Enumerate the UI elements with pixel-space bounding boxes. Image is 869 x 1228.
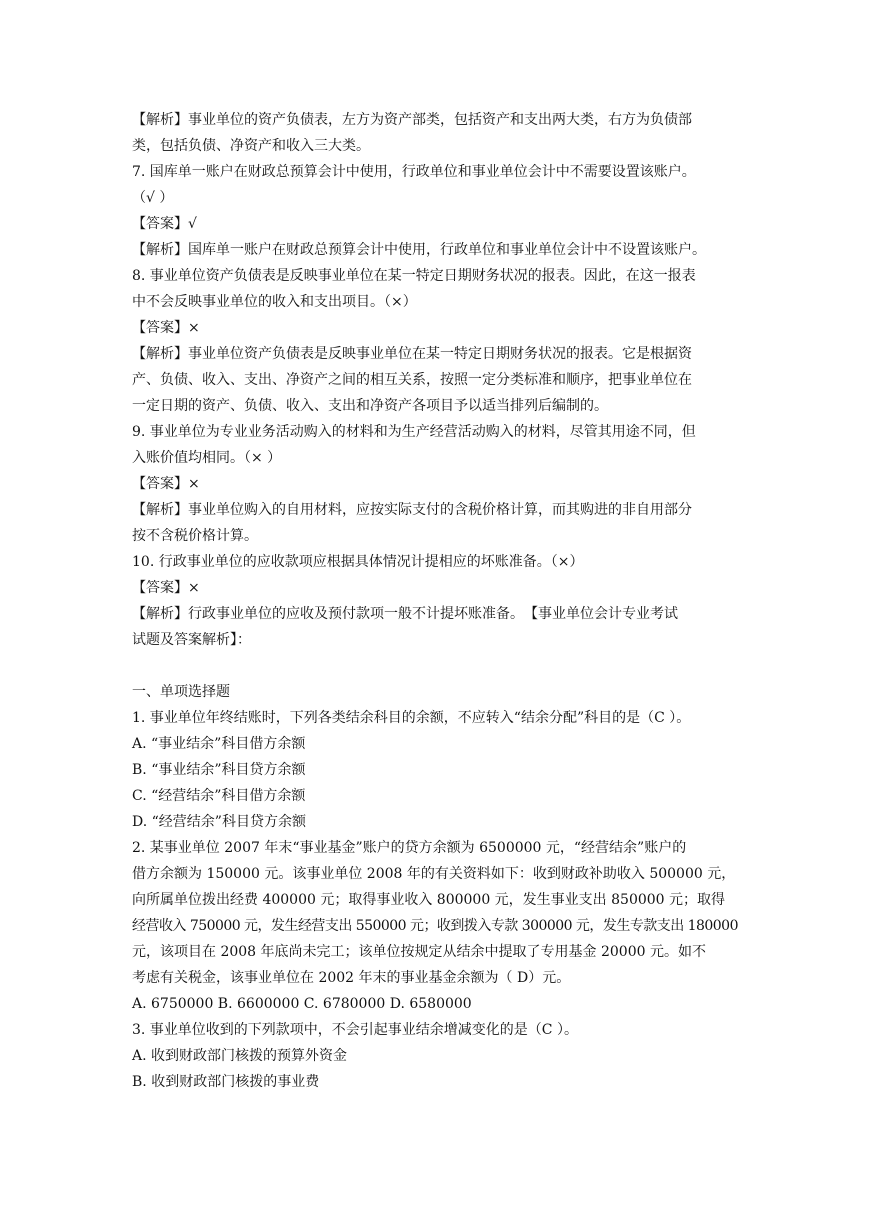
analysis-10-line-2: 试题及答案解析】： (132, 632, 251, 648)
mcq-1-option-d: D. “经营结余”科目贷方余额 (132, 814, 306, 830)
analysis-8-line-1: 【解析】事业单位资产负债表是反映事业单位在某一特定日期财务状况的报表。它是根据资 (132, 346, 692, 362)
answer-9: 【答案】× (132, 476, 200, 492)
mcq-2-stem-line-1: 2. 某事业单位 2007 年末“事业基金”账户的贷方余额为 6500000 元，“经营结余”账户的 (132, 840, 687, 856)
analysis-10-line-1: 【解析】行政事业单位的应收及预付款项一般不计提坏账准备。 【事业单位会计专业考试 (132, 606, 678, 622)
analysis-8-line-2: 产、负债、收入、支出、净资产之间的相互关系，按照一定分类标准和顺序，把事业单位在 (132, 372, 692, 388)
answer-8: 【答案】× (132, 320, 200, 336)
blank-line (132, 653, 738, 679)
mcq-1-stem: 1. 事业单位年终结账时，下列各类结余科目的余额，不应转入“结余分配”科目的是（C ）。 (132, 710, 691, 726)
mcq-3-option-b: B. 收到财政部门核拨的事业费 (132, 1074, 320, 1090)
question-9-line-1: 9. 事业单位为专业业务活动购入的材料和为生产经营活动购入的材料，尽管其用途不同，但 (132, 424, 696, 440)
mcq-2-stem-line-6: 考虑有关税金，该事业单位在 2002 年末的事业基金余额为（ D）元。 (132, 970, 571, 986)
question-9-line-2: 入账价值均相同。（× ） (132, 450, 282, 466)
analysis-8-line-3: 一定日期的资产、负债、收入、支出和净资产各项目予以适当排列后编制的。 (132, 398, 608, 414)
mcq-2-stem-line-4: 经营收入 750000 元，发生经营支出 550000 元；收到拨入专款 300000 元，发生专款支出 180000 (132, 918, 738, 934)
analysis-9-line-1: 【解析】事业单位购入的自用材料，应按实际支付的含税价格计算，而其购进的非自用部分 (132, 502, 692, 518)
analysis-9-line-2: 按不含税价格计算。 (132, 528, 258, 544)
answer-7: 【答案】√ (132, 216, 197, 232)
section-heading: 一、单项选择题 (132, 684, 230, 700)
mcq-1-option-a: A. “事业结余”科目借方余额 (132, 736, 306, 752)
mcq-1-option-b: B. “事业结余”科目贷方余额 (132, 762, 306, 778)
document-page (132, 107, 738, 1095)
mcq-3-stem: 3. 事业单位收到的下列款项中，不会引起事业结余增减变化的是（C ）。 (132, 1022, 578, 1038)
question-8-line-1: 8. 事业单位资产负债表是反映事业单位在某一特定日期财务状况的报表。因此，在这一报表 (132, 268, 696, 284)
analysis-6-line-2: 类，包括负债、净资产和收入三大类。 (132, 138, 370, 154)
analysis-7: 【解析】国库单一账户在财政总预算会计中使用，行政单位和事业单位会计中不设置该账户。 (132, 242, 706, 258)
mcq-3-option-a: A. 收到财政部门核拨的预算外资金 (132, 1048, 348, 1064)
mcq-2-options: A. 6750000 B. 6600000 C. 6780000 D. 6580000 (132, 996, 472, 1012)
question-7-line-2: （√ ） (132, 190, 174, 206)
mcq-2-stem-line-3: 向所属单位拨出经费 400000 元；取得事业收入 800000 元，发生事业支出 850000 元；取得 (132, 892, 726, 908)
analysis-6-line-1: 【解析】事业单位的资产负债表，左方为资产部类，包括资产和支出两大类，右方为负债部 (132, 112, 692, 128)
question-10: 10. 行政事业单位的应收款项应根据具体情况计提相应的坏账准备。（×） (132, 554, 584, 570)
question-7-line-1: 7. 国库单一账户在财政总预算会计中使用，行政单位和事业单位会计中不需要设置该账户。 (132, 164, 696, 180)
mcq-2-stem-line-5: 元，该项目在 2008 年底尚未完工；该单位按规定从结余中提取了专用基金 20000 元。如不 (132, 944, 706, 960)
mcq-2-stem-line-2: 借方余额为 150000 元。该事业单位 2008 年的有关资料如下：收到财政补助收入 500000 元， (132, 866, 736, 882)
question-8-line-2: 中不会反映事业单位的收入和支出项目。（×） (132, 294, 417, 310)
answer-10: 【答案】× (132, 580, 200, 596)
mcq-1-option-c: C. “经营结余”科目借方余额 (132, 788, 306, 804)
